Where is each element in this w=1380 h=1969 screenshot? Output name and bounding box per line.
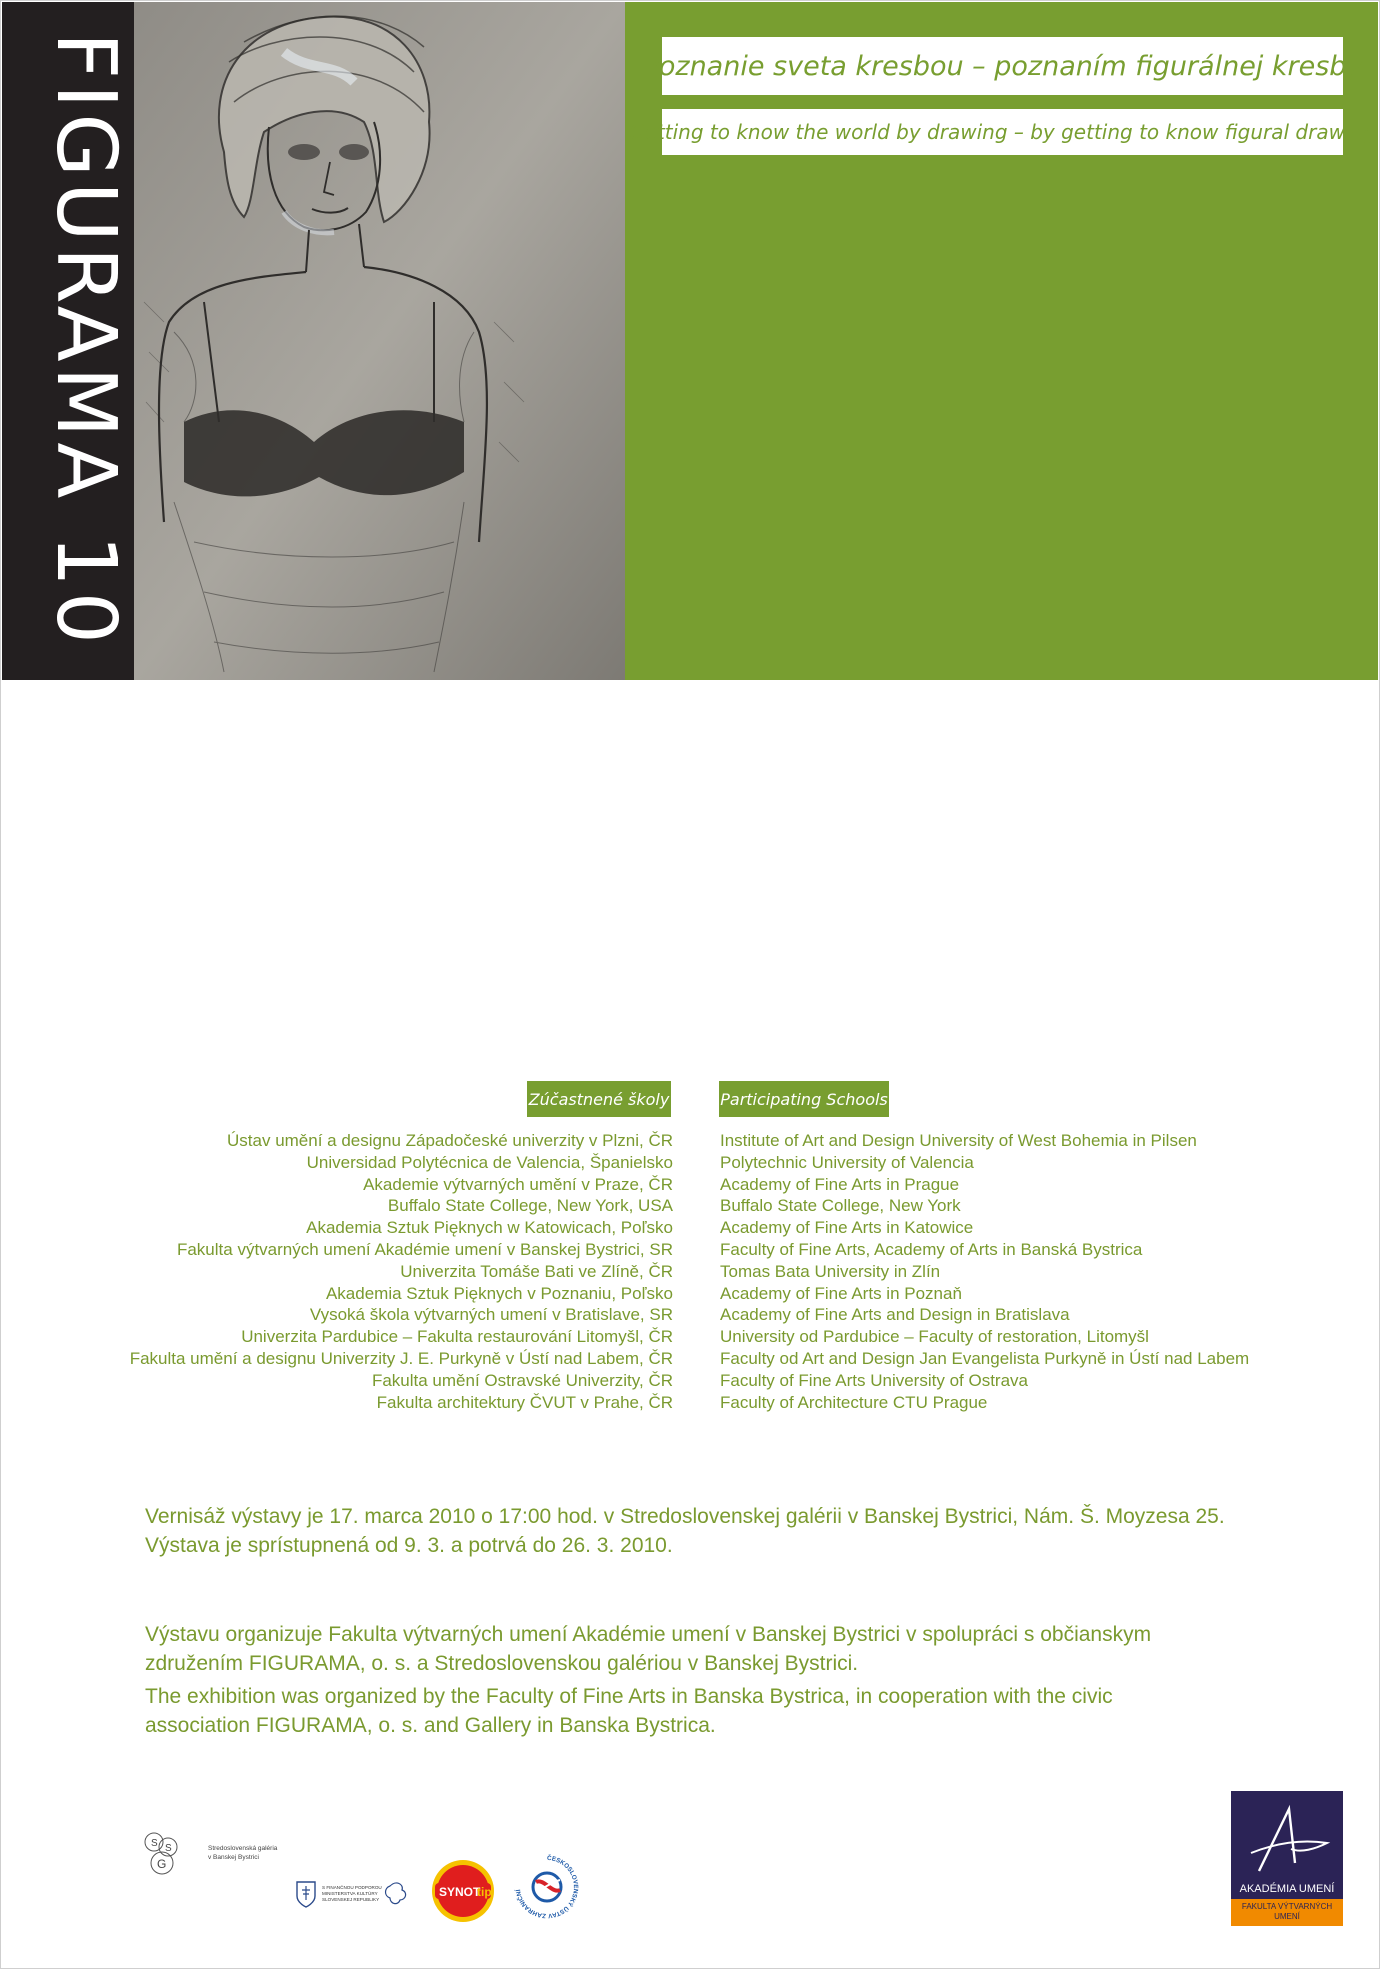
school-en: Faculty of Architecture CTU Prague xyxy=(720,1392,988,1412)
school-en: Faculty of Fine Arts University of Ostrava xyxy=(720,1370,1028,1390)
schools-header-en: Participating Schools xyxy=(719,1081,889,1117)
institute-ring-text: ČESKOSLOVENSKÝ ÚSTAV ZAHRANIČNÍ xyxy=(515,1854,579,1920)
opening-info xyxy=(145,1502,1245,1560)
akademia-faculty xyxy=(1231,1899,1343,1926)
figure-drawing-sketch xyxy=(134,2,625,680)
akademia-name: AKADÉMIA UMENÍ xyxy=(1239,1883,1335,1895)
ministry-logo xyxy=(294,1878,414,1910)
school-sk: Akademia Sztuk Pięknych w Katowicach, Poľsko xyxy=(306,1218,673,1238)
ssg-letter: S xyxy=(165,1843,172,1854)
school-en: Academy of Fine Arts in Poznaň xyxy=(720,1283,962,1303)
akademia-a-icon xyxy=(1231,1791,1343,1883)
title-sidebar xyxy=(2,2,134,680)
akademia-faculty-line: FAKULTA VÝTVARNÝCH xyxy=(1241,1902,1333,1911)
school-sk: Akademia Sztuk Pięknych v Poznaniu, Poľsko xyxy=(325,1283,673,1303)
school-en: Polytechnic University of Valencia xyxy=(720,1152,974,1172)
school-sk: Akademie výtvarných umění v Praze, ČR xyxy=(363,1174,673,1194)
school-en: Faculty of Fine Arts, Academy of Arts in Banská Bystrica xyxy=(720,1239,1143,1259)
school-en: University od Pardubice – Faculty of restoration, Litomyšl xyxy=(720,1327,1149,1347)
schools-list-en xyxy=(720,1130,1360,1413)
synot-text: SYNOT xyxy=(439,1885,481,1899)
school-sk: Univerzita Pardubice – Fakulta restaurování Litomyšl, ČR xyxy=(241,1327,673,1347)
organizer-info-sk xyxy=(145,1620,1245,1678)
opening-line: Výstava je sprístupnená od 9. 3. a potrvá do 26. 3. 2010. xyxy=(145,1534,673,1557)
ssg-letter: S xyxy=(151,1838,158,1849)
series-title: FIGURAMA 10 xyxy=(38,32,133,649)
school-sk: Buffalo State College, New York, USA xyxy=(387,1196,673,1216)
opening-line: Vernisáž výstavy je 17. marca 2010 o 17:00 hod. v Stredoslovenskej galérii v Banskej Bystrici, Nám. Š. Moyzesa 25. xyxy=(145,1505,1225,1528)
figure-drawing-image xyxy=(134,2,625,680)
ssg-text: Stredoslovenská galéria xyxy=(208,1845,278,1852)
school-en: Academy of Fine Arts in Prague xyxy=(720,1174,960,1194)
tagline-en: Getting to know the world by drawing – by getting to know figural drawing xyxy=(662,109,1343,155)
organizer-line: Výstavu organizuje Fakulta výtvarných umení Akadémie umení v Banskej Bystrici v spolupráci s občianskym xyxy=(145,1623,1152,1646)
school-en: Buffalo State College, New York xyxy=(720,1196,961,1216)
tip-text: tip xyxy=(477,1885,492,1899)
ssg-letter: G xyxy=(157,1857,167,1871)
header-green-panel xyxy=(625,2,1378,680)
organizer-line: združením FIGURAMA, o. s. a Stredoslovenskou galériou v Banskej Bystrici. xyxy=(145,1652,859,1675)
school-sk: Vysoká škola výtvarných umení v Bratislave, SR xyxy=(309,1305,673,1325)
tagline-sk: Poznanie sveta kresbou – poznaním figurálnej kresby xyxy=(662,37,1343,95)
synottip-icon xyxy=(430,1858,496,1924)
school-en: Institute of Art and Design University of West Bohemia in Pilsen xyxy=(720,1131,1197,1150)
ministry-text: S FINANČNOU PODPOROU xyxy=(322,1885,382,1890)
institute-ribbon-icon xyxy=(512,1852,582,1922)
schools-header-sk: Zúčastnené školy xyxy=(527,1081,671,1117)
school-en: Tomas Bata University in Zlín xyxy=(720,1261,941,1281)
akademia-faculty-line: UMENÍ xyxy=(1274,1912,1300,1921)
organizer-line: association FIGURAMA, o. s. and Gallery in Banska Bystrica. xyxy=(145,1714,716,1737)
ssg-icon xyxy=(142,1830,278,1890)
ssg-text: v Banskej Bystrici xyxy=(208,1854,259,1861)
school-en: Academy of Fine Arts and Design in Bratislava xyxy=(720,1305,1070,1325)
ministry-crest-icon xyxy=(294,1878,414,1910)
school-sk: Ústav umění a designu Západočeské univerzity v Plzni, ČR xyxy=(227,1131,673,1150)
institute-logo xyxy=(512,1852,582,1922)
synottip-logo xyxy=(430,1858,496,1924)
akademia-umeni-logo xyxy=(1231,1791,1343,1926)
school-en: Academy of Fine Arts in Katowice xyxy=(720,1218,974,1238)
school-sk: Univerzita Tomáše Bati ve Zlíně, ČR xyxy=(400,1261,673,1281)
school-sk: Fakulta architektury ČVUT v Prahe, ČR xyxy=(376,1392,673,1412)
school-sk: Fakulta umění a designu Univerzity J. E. Purkyně v Ústí nad Labem, ČR xyxy=(129,1348,673,1368)
organizer-info-en xyxy=(145,1682,1245,1740)
school-sk: Fakulta umění Ostravské Univerzity, ČR xyxy=(371,1370,673,1390)
schools-list-sk xyxy=(73,1130,673,1413)
ssg-logo xyxy=(142,1830,278,1890)
school-sk: Fakulta výtvarných umení Akadémie umení v Banskej Bystrici, SR xyxy=(176,1239,673,1259)
organizer-line: The exhibition was organized by the Faculty of Fine Arts in Banska Bystrica, in cooperation with the civic xyxy=(145,1685,1113,1708)
ministry-text: MINISTERSTVA KULTÚRY xyxy=(322,1891,378,1896)
ministry-text: SLOVENSKEJ REPUBLIKY xyxy=(322,1897,380,1902)
school-en: Faculty od Art and Design Jan Evangelista Purkyně in Ústí nad Labem xyxy=(720,1348,1250,1368)
school-sk: Universidad Polytécnica de Valencia, Španielsko xyxy=(306,1152,673,1172)
